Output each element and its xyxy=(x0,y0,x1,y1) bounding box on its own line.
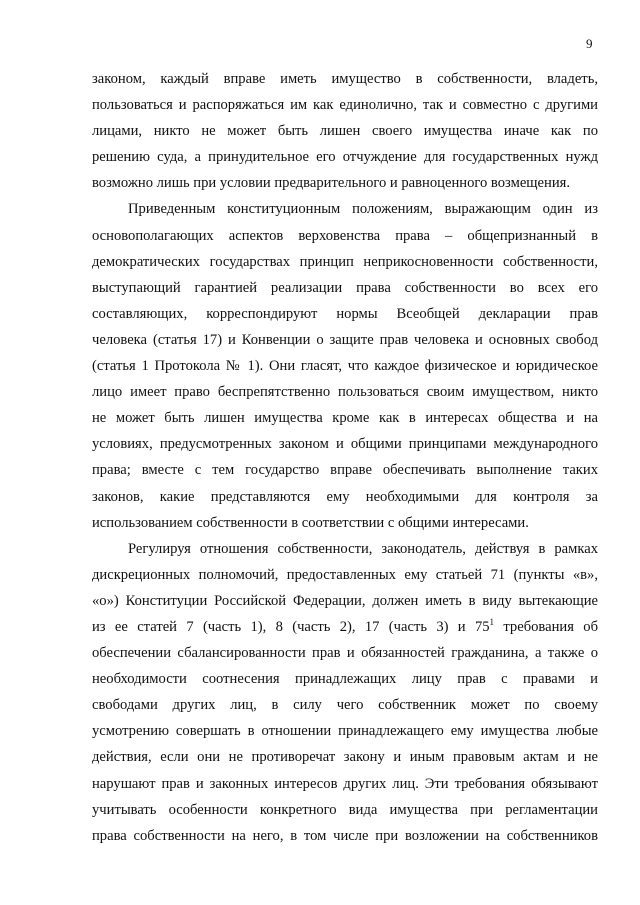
text-line: усмотрению совершать в отношении принадлежащего ему имущества любые xyxy=(92,723,598,740)
text-line: учитывать особенности конкретного вида имущества при регламентации xyxy=(92,801,598,818)
text-line: свободами других лиц, в силу чего собственник может по своему xyxy=(92,697,598,714)
text-line: основополагающих аспектов верховенства права – общепризнанный в xyxy=(92,227,598,244)
text-line: (статья 1 Протокола № 1). Они гласят, что каждое физическое и юридическое xyxy=(92,358,598,375)
text-line: Регулируя отношения собственности, законодатель, действуя в рамках xyxy=(128,540,598,557)
text-line: необходимости соотнесения принадлежащих лицу прав с правами и xyxy=(92,671,598,688)
text-line: лицо имеет право беспрепятственно пользоваться своим имуществом, никто xyxy=(92,384,598,401)
text-line-part: требования об xyxy=(494,618,598,635)
text-line: «о») Конституции Российской Федерации, должен иметь в виду вытекающие xyxy=(92,592,598,609)
text-line: использованием собственности в соответствии с общими интересами. xyxy=(92,514,529,531)
text-line: дискреционных полномочий, предоставленных ему статьей 71 (пункты «в», xyxy=(92,566,598,583)
text-line: действия, если они не противоречат закону и иным правовым актам и не xyxy=(92,749,598,766)
text-line-part: из ее статей 7 (часть 1), 8 (часть 2), 17 (часть 3) и 75 xyxy=(92,618,490,635)
body-text xyxy=(92,66,598,849)
text-line: права; вместе с тем государство вправе обеспечивать выполнение таких xyxy=(92,462,598,479)
text-line: составляющих, корреспондируют нормы Всеобщей декларации прав xyxy=(92,305,598,322)
text-line: демократических государствах принцип неприкосновенности собственности, xyxy=(92,253,598,270)
text-line: лицами, никто не может быть лишен своего имущества иначе как по xyxy=(92,123,598,140)
text-line: обеспечении сбалансированности прав и обязанностей гражданина, а также о xyxy=(92,645,598,662)
text-line: возможно лишь при условии предварительного и равноценного возмещения. xyxy=(92,175,570,192)
text-line: выступающий гарантией реализации права собственности во всех его xyxy=(92,279,598,296)
text-line: не может быть лишен имущества кроме как в интересах общества и на xyxy=(92,410,598,427)
text-line xyxy=(92,614,598,640)
text-line: Приведенным конституционным положениям, выражающим один из xyxy=(128,201,598,218)
text-line: законом, каждый вправе иметь имущество в собственности, владеть, xyxy=(92,71,598,87)
text-line: пользоваться и распоряжаться им как единолично, так и совместно с другими xyxy=(92,97,598,114)
superscript: 1 xyxy=(489,617,495,628)
text-line: решению суда, а принудительное его отчуждение для государственных нужд xyxy=(92,149,598,166)
text-line: условиях, предусмотренных законом и общими принципами международного xyxy=(92,436,598,453)
text-line: законов, какие представляются ему необходимыми для контроля за xyxy=(92,488,598,505)
page-number: 9 xyxy=(586,36,593,51)
text-line: нарушают прав и законных интересов других лиц. Эти требования обязывают xyxy=(92,775,598,792)
text-line: человека (статья 17) и Конвенции о защите прав человека и основных свобод xyxy=(92,331,598,348)
text-line: права собственности на него, в том числе при возложении на собственников xyxy=(92,827,598,844)
